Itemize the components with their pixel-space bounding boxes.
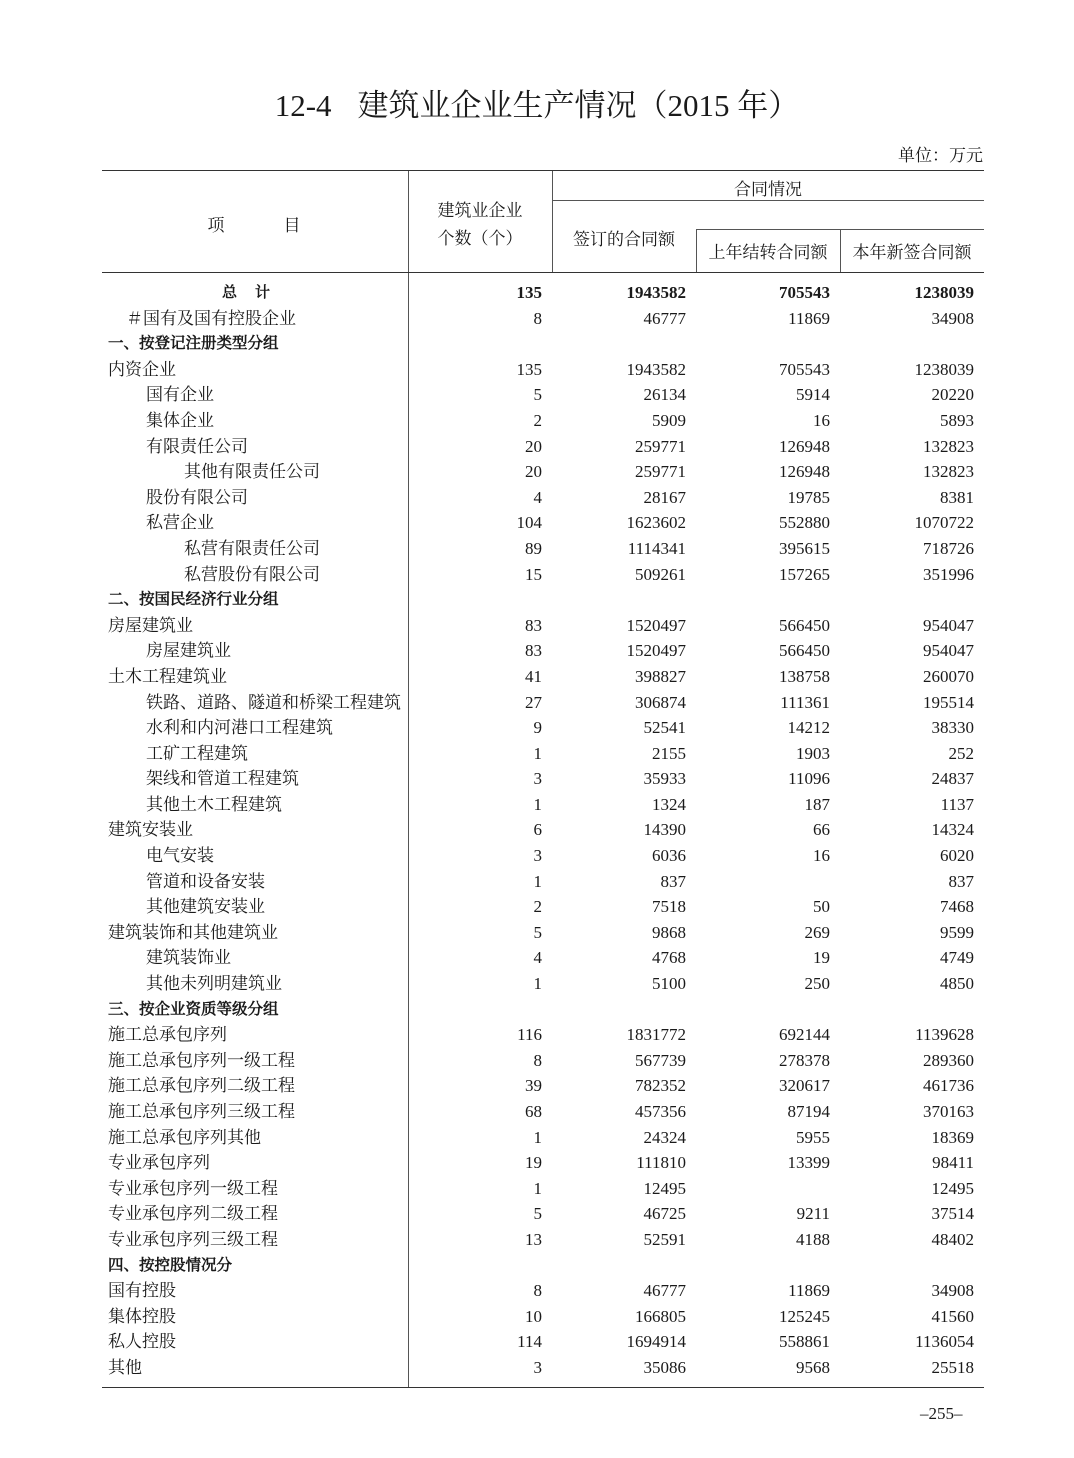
cell-carried-over-contract: 111361	[780, 692, 830, 712]
row-label: 管道和设备安装	[146, 871, 265, 891]
table-row	[102, 306, 984, 332]
row-label: 土木工程建筑业	[108, 666, 227, 686]
cell-new-signed-contract: 1139628	[915, 1025, 974, 1045]
cell-new-signed-contract: 4850	[940, 974, 974, 994]
cell-enterprise-count: 6	[533, 820, 542, 840]
cell-new-signed-contract: 24837	[931, 769, 974, 789]
section-row	[102, 587, 984, 613]
cell-enterprise-count: 116	[517, 1025, 542, 1045]
table-row	[102, 408, 984, 434]
cell-new-signed-contract: 370163	[923, 1102, 974, 1121]
cell-signed-contract: 166805	[635, 1306, 686, 1326]
row-label: 专业承包序列二级工程	[108, 1204, 278, 1224]
row-label: 专业承包序列一级工程	[108, 1178, 278, 1198]
table-row	[102, 1073, 984, 1099]
cell-carried-over-contract: 138758	[779, 666, 830, 686]
cell-signed-contract: 52591	[643, 1229, 686, 1249]
cell-signed-contract: 1623602	[626, 513, 686, 533]
cell-carried-over-contract: 705543	[779, 359, 830, 379]
cell-carried-over-contract: 269	[804, 922, 830, 942]
cell-new-signed-contract: 98411	[932, 1153, 974, 1173]
table-row	[102, 1176, 984, 1202]
cell-carried-over-contract: 1903	[796, 743, 830, 763]
cell-carried-over-contract: 566450	[779, 615, 830, 635]
cell-signed-contract: 28167	[643, 487, 686, 507]
cell-signed-contract: 7518	[652, 897, 686, 917]
cell-new-signed-contract: 351996	[923, 564, 974, 584]
cell-new-signed-contract: 6020	[940, 846, 974, 866]
cell-carried-over-contract: 552880	[779, 513, 830, 533]
cell-new-signed-contract: 837	[948, 871, 974, 891]
cell-enterprise-count: 1	[533, 794, 542, 814]
cell-signed-contract: 52541	[643, 718, 686, 738]
cell-new-signed-contract: 41560	[931, 1306, 974, 1326]
cell-enterprise-count: 2	[533, 410, 542, 430]
cell-signed-contract: 306874	[635, 692, 686, 712]
cell-carried-over-contract: 125245	[779, 1306, 830, 1326]
cell-new-signed-contract: 37514	[931, 1204, 974, 1224]
cell-new-signed-contract: 5893	[940, 410, 974, 430]
cell-carried-over-contract: 11869	[788, 308, 830, 328]
cell-new-signed-contract: 1238039	[914, 283, 974, 302]
cell-new-signed-contract: 289360	[923, 1050, 974, 1070]
cell-new-signed-contract: 14324	[931, 820, 974, 840]
table-row	[102, 1022, 984, 1048]
row-label: 房屋建筑业	[146, 641, 231, 661]
cell-new-signed-contract: 195514	[923, 692, 974, 712]
table-row	[102, 715, 984, 741]
header-item: 项 目	[207, 216, 303, 235]
cell-enterprise-count: 19	[525, 1153, 542, 1173]
row-label: 施工总承包序列	[108, 1025, 227, 1045]
data-table	[102, 170, 984, 1388]
cell-signed-contract: 1831772	[626, 1025, 686, 1045]
cell-carried-over-contract: 19	[813, 948, 830, 968]
cell-enterprise-count: 41	[525, 666, 542, 686]
cell-signed-contract: 5909	[652, 410, 686, 430]
cell-new-signed-contract: 4749	[940, 948, 974, 968]
table-row	[102, 971, 984, 997]
table-row	[102, 638, 984, 664]
cell-signed-contract: 509261	[635, 564, 686, 584]
cell-signed-contract: 14390	[643, 820, 686, 840]
table-row	[102, 280, 984, 306]
row-label: 建筑安装业	[108, 820, 193, 840]
cell-carried-over-contract: 705543	[779, 283, 830, 302]
cell-signed-contract: 9868	[652, 922, 686, 942]
cell-enterprise-count: 8	[533, 1281, 542, 1301]
cell-enterprise-count: 114	[517, 1332, 542, 1352]
table-row	[102, 357, 984, 383]
header-rule	[696, 229, 984, 230]
table-row	[102, 1125, 984, 1151]
cell-new-signed-contract: 34908	[931, 308, 974, 328]
cell-signed-contract: 111810	[636, 1153, 686, 1173]
cell-new-signed-contract: 1238039	[914, 359, 974, 379]
cell-signed-contract: 837	[660, 871, 686, 891]
row-label: 一、按登记注册类型分组	[108, 334, 279, 353]
cell-signed-contract: 26134	[643, 385, 686, 405]
cell-carried-over-contract: 126948	[779, 462, 830, 482]
cell-signed-contract: 457356	[635, 1102, 686, 1121]
cell-signed-contract: 398827	[635, 666, 686, 686]
cell-carried-over-contract: 13399	[787, 1153, 830, 1173]
table-row	[102, 920, 984, 946]
cell-carried-over-contract: 9568	[796, 1357, 830, 1377]
cell-carried-over-contract: 395615	[779, 538, 830, 558]
cell-enterprise-count: 5	[533, 922, 542, 942]
cell-enterprise-count: 20	[525, 436, 542, 456]
table-row	[102, 562, 984, 588]
cell-signed-contract: 259771	[635, 436, 686, 456]
cell-carried-over-contract: 250	[804, 974, 830, 994]
cell-carried-over-contract: 278378	[779, 1050, 830, 1070]
row-label: 其他未列明建筑业	[146, 974, 282, 994]
cell-signed-contract: 46725	[643, 1204, 686, 1224]
table-row	[102, 766, 984, 792]
cell-enterprise-count: 10	[525, 1306, 542, 1326]
table-row	[102, 1304, 984, 1330]
cell-new-signed-contract: 132823	[923, 462, 974, 482]
row-label: 专业承包序列三级工程	[108, 1229, 278, 1249]
cell-carried-over-contract: 157265	[779, 564, 830, 584]
row-label: 二、按国民经济行业分组	[108, 590, 279, 609]
cell-carried-over-contract: 4188	[796, 1229, 830, 1249]
cell-carried-over-contract: 66	[813, 820, 830, 840]
cell-signed-contract: 12495	[643, 1178, 686, 1198]
cell-signed-contract: 1520497	[626, 641, 686, 661]
row-label: 其他建筑安装业	[146, 897, 265, 917]
cell-enterprise-count: 1	[533, 974, 542, 994]
table-row	[102, 843, 984, 869]
cell-new-signed-contract: 12495	[931, 1178, 974, 1198]
table-header	[102, 170, 984, 273]
cell-enterprise-count: 83	[525, 615, 542, 635]
row-label: ＃国有及国有控股企业	[126, 308, 296, 328]
cell-carried-over-contract: 558861	[779, 1332, 830, 1352]
table-row	[102, 1201, 984, 1227]
table-row	[102, 1329, 984, 1355]
cell-carried-over-contract: 50	[813, 897, 830, 917]
cell-new-signed-contract: 18369	[931, 1127, 974, 1147]
section-row	[102, 1253, 984, 1279]
cell-carried-over-contract: 5914	[796, 385, 830, 405]
cell-carried-over-contract: 16	[813, 410, 830, 430]
row-label: 架线和管道工程建筑	[146, 769, 299, 789]
cell-new-signed-contract: 20220	[931, 385, 974, 405]
cell-carried-over-contract: 19785	[787, 487, 830, 507]
cell-carried-over-contract: 14212	[787, 718, 830, 738]
row-label: 专业承包序列	[108, 1153, 210, 1173]
header-count-line2: 个数（个）	[437, 229, 523, 248]
cell-enterprise-count: 68	[525, 1102, 542, 1121]
cell-signed-contract: 1520497	[626, 615, 686, 635]
table-row	[102, 536, 984, 562]
table-row	[102, 485, 984, 511]
cell-enterprise-count: 89	[525, 538, 542, 558]
row-label: 私营股份有限公司	[184, 564, 320, 584]
row-label: 总计	[221, 283, 288, 301]
cell-enterprise-count: 1	[533, 743, 542, 763]
cell-new-signed-contract: 7468	[940, 897, 974, 917]
cell-enterprise-count: 13	[525, 1229, 542, 1249]
cell-new-signed-contract: 260070	[923, 666, 974, 686]
header-count	[408, 197, 552, 253]
section-row	[102, 997, 984, 1023]
cell-enterprise-count: 4	[533, 948, 542, 968]
cell-signed-contract: 1324	[652, 794, 686, 814]
table-body	[102, 273, 984, 1388]
table-row	[102, 690, 984, 716]
row-label: 施工总承包序列一级工程	[108, 1050, 295, 1070]
header-carried-over: 上年结转合同额	[708, 243, 828, 262]
page-number: –255–	[920, 1404, 963, 1423]
cell-signed-contract: 1114341	[627, 538, 686, 558]
cell-carried-over-contract: 5955	[796, 1127, 830, 1147]
header-contract-group: 合同情况	[734, 180, 802, 199]
row-label: 股份有限公司	[146, 487, 248, 507]
cell-enterprise-count: 1	[533, 1127, 542, 1147]
table-row	[102, 741, 984, 767]
cell-new-signed-contract: 954047	[923, 641, 974, 661]
cell-new-signed-contract: 8381	[940, 487, 974, 507]
cell-carried-over-contract: 16	[813, 846, 830, 866]
table-row	[102, 1099, 984, 1125]
cell-signed-contract: 6036	[652, 846, 686, 866]
table-row	[102, 382, 984, 408]
row-label: 私人控股	[108, 1332, 176, 1352]
table-row	[102, 1227, 984, 1253]
cell-signed-contract: 46777	[643, 308, 686, 328]
cell-carried-over-contract: 320617	[779, 1076, 830, 1096]
cell-new-signed-contract: 132823	[923, 436, 974, 456]
row-label: 施工总承包序列三级工程	[108, 1102, 295, 1121]
cell-new-signed-contract: 252	[948, 743, 974, 763]
table-row	[102, 664, 984, 690]
row-label: 施工总承包序列其他	[108, 1127, 261, 1147]
cell-new-signed-contract: 38330	[931, 718, 974, 738]
cell-enterprise-count: 27	[525, 692, 542, 712]
cell-signed-contract: 567739	[635, 1050, 686, 1070]
row-label: 国有控股	[108, 1281, 176, 1301]
cell-new-signed-contract: 48402	[931, 1229, 974, 1249]
row-label: 四、按控股情况分	[108, 1255, 233, 1274]
cell-signed-contract: 782352	[635, 1076, 686, 1096]
cell-enterprise-count: 39	[525, 1076, 542, 1096]
row-label: 铁路、道路、隧道和桥梁工程建筑	[146, 692, 401, 712]
row-label: 集体控股	[108, 1306, 176, 1326]
table-title-text: 建筑业企业生产情况（2015 年）	[357, 88, 800, 123]
row-label: 电气安装	[146, 846, 214, 866]
row-label: 施工总承包序列二级工程	[108, 1076, 295, 1096]
cell-enterprise-count: 104	[516, 513, 542, 533]
cell-enterprise-count: 5	[533, 385, 542, 405]
cell-enterprise-count: 5	[533, 1204, 542, 1224]
table-row	[102, 1278, 984, 1304]
cell-enterprise-count: 1	[533, 871, 542, 891]
table-row	[102, 613, 984, 639]
cell-carried-over-contract: 692144	[779, 1025, 830, 1045]
cell-enterprise-count: 9	[533, 718, 542, 738]
cell-enterprise-count: 8	[533, 1050, 542, 1070]
cell-new-signed-contract: 1136054	[915, 1332, 974, 1352]
cell-enterprise-count: 3	[533, 1357, 542, 1377]
cell-enterprise-count: 15	[525, 564, 542, 584]
row-label: 其他有限责任公司	[184, 462, 320, 482]
cell-new-signed-contract: 34908	[931, 1281, 974, 1301]
cell-enterprise-count: 135	[516, 283, 542, 302]
table-number: 12-4	[274, 88, 332, 123]
cell-signed-contract: 24324	[643, 1127, 686, 1147]
row-label: 其他	[108, 1357, 142, 1377]
unit-label: 单位：万元	[898, 146, 983, 165]
cell-enterprise-count: 4	[533, 487, 542, 507]
cell-signed-contract: 46777	[643, 1281, 686, 1301]
row-label: 有限责任公司	[146, 436, 248, 456]
cell-new-signed-contract: 9599	[940, 922, 974, 942]
row-label: 三、按企业资质等级分组	[108, 999, 279, 1018]
cell-enterprise-count: 8	[533, 308, 542, 328]
cell-new-signed-contract: 718726	[923, 538, 974, 558]
row-label: 私营有限责任公司	[184, 538, 320, 558]
cell-enterprise-count: 135	[516, 359, 542, 379]
row-label: 国有企业	[146, 385, 214, 405]
table-row	[102, 1150, 984, 1176]
row-label: 建筑装饰和其他建筑业	[108, 922, 278, 942]
header-rule	[552, 200, 984, 201]
table-row	[102, 792, 984, 818]
cell-enterprise-count: 3	[533, 769, 542, 789]
cell-carried-over-contract: 126948	[779, 436, 830, 456]
cell-carried-over-contract: 11869	[788, 1281, 830, 1301]
cell-new-signed-contract: 25518	[931, 1357, 974, 1377]
cell-signed-contract: 4768	[652, 948, 686, 968]
cell-signed-contract: 259771	[635, 462, 686, 482]
section-row	[102, 331, 984, 357]
table-row	[102, 1355, 984, 1381]
cell-enterprise-count: 2	[533, 897, 542, 917]
cell-carried-over-contract: 566450	[779, 641, 830, 661]
table-row	[102, 817, 984, 843]
cell-carried-over-contract: 87194	[787, 1102, 830, 1121]
table-row	[102, 1048, 984, 1074]
cell-signed-contract: 1943582	[626, 359, 686, 379]
cell-signed-contract: 5100	[652, 974, 686, 994]
row-label: 工矿工程建筑	[146, 743, 248, 763]
cell-signed-contract: 2155	[652, 743, 686, 763]
cell-signed-contract: 1694914	[626, 1332, 686, 1352]
cell-carried-over-contract: 9211	[796, 1204, 830, 1224]
cell-new-signed-contract: 954047	[923, 615, 974, 635]
row-label: 建筑装饰业	[146, 948, 231, 968]
cell-signed-contract: 1943582	[626, 283, 686, 302]
cell-enterprise-count: 20	[525, 462, 542, 482]
cell-carried-over-contract: 187	[804, 794, 830, 814]
row-label: 私营企业	[146, 513, 214, 533]
header-signed: 签订的合同额	[573, 230, 675, 249]
cell-enterprise-count: 83	[525, 641, 542, 661]
cell-signed-contract: 35933	[643, 769, 686, 789]
header-new-signed: 本年新签合同额	[852, 243, 972, 262]
row-label: 房屋建筑业	[108, 615, 193, 635]
table-row	[102, 945, 984, 971]
row-label: 内资企业	[108, 359, 176, 379]
header-count-line1: 建筑业企业	[437, 201, 523, 220]
page-title	[0, 80, 1074, 125]
cell-new-signed-contract: 1070722	[914, 513, 974, 533]
cell-carried-over-contract: 11096	[788, 769, 830, 789]
cell-new-signed-contract: 1137	[940, 794, 974, 814]
table-row	[102, 894, 984, 920]
row-label: 水利和内河港口工程建筑	[146, 718, 333, 738]
cell-new-signed-contract: 461736	[923, 1076, 974, 1096]
table-row	[102, 434, 984, 460]
cell-enterprise-count: 3	[533, 846, 542, 866]
table-row	[102, 510, 984, 536]
table-row	[102, 459, 984, 485]
cell-enterprise-count: 1	[533, 1178, 542, 1198]
row-label: 其他土木工程建筑	[146, 794, 282, 814]
row-label: 集体企业	[146, 410, 214, 430]
cell-signed-contract: 35086	[643, 1357, 686, 1377]
table-row	[102, 869, 984, 895]
